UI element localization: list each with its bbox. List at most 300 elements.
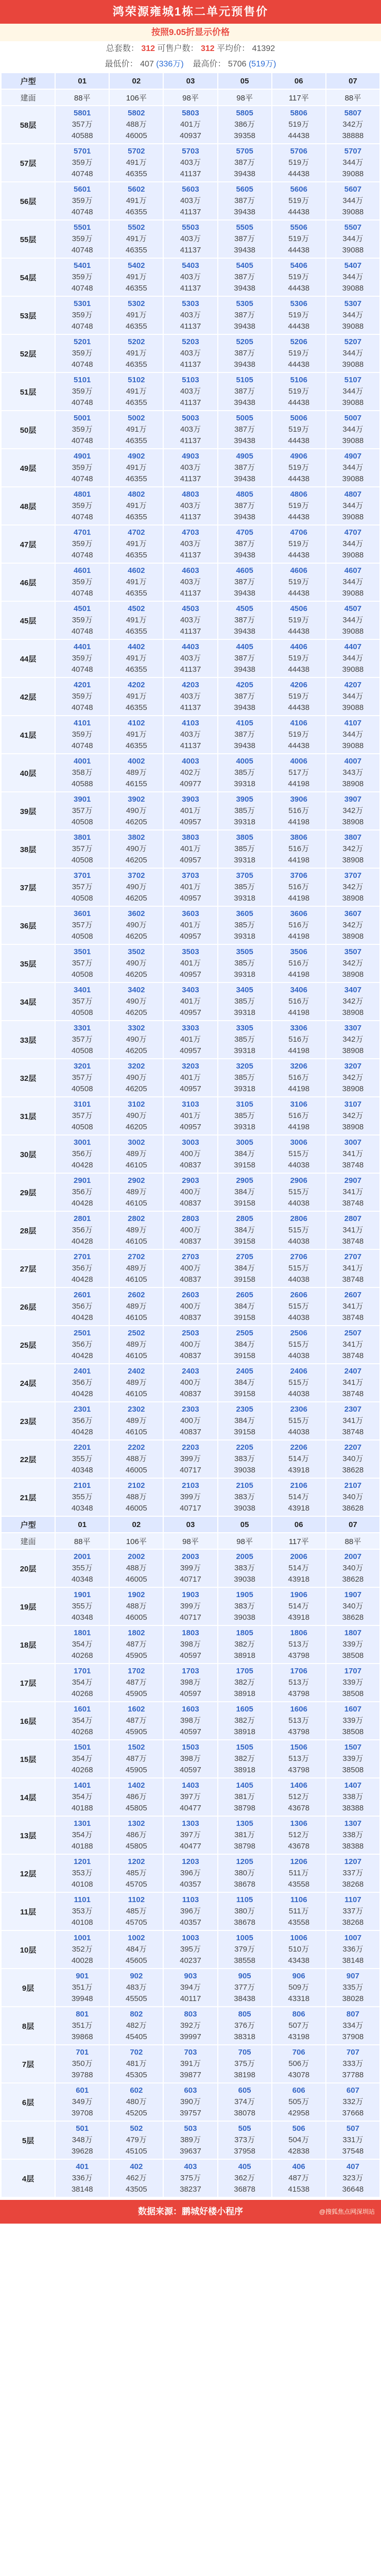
unit-cell[interactable] [110, 564, 163, 601]
unit-cell[interactable] [272, 1817, 325, 1854]
unit-cell[interactable] [110, 754, 163, 791]
unit-cell[interactable] [272, 259, 325, 296]
unit-cell[interactable] [56, 297, 109, 334]
unit-cell[interactable] [272, 106, 325, 143]
unit-cell[interactable] [272, 602, 325, 639]
unit-cell[interactable] [272, 182, 325, 219]
unit-cell[interactable] [326, 1893, 379, 1930]
unit-cell[interactable] [56, 1288, 109, 1325]
unit-cell[interactable] [326, 831, 379, 868]
unit-cell[interactable] [218, 335, 271, 372]
unit-cell[interactable] [326, 106, 379, 143]
unit-cell[interactable] [326, 678, 379, 715]
unit-cell[interactable] [56, 106, 109, 143]
unit-cell[interactable] [326, 1136, 379, 1173]
unit-cell[interactable] [56, 983, 109, 1020]
unit-cell[interactable] [218, 1021, 271, 1058]
unit-cell[interactable] [164, 2045, 217, 2082]
unit-cell[interactable] [110, 1550, 163, 1587]
unit-cell[interactable] [272, 526, 325, 563]
unit-cell[interactable] [56, 602, 109, 639]
unit-cell[interactable] [326, 602, 379, 639]
unit-cell[interactable] [326, 1664, 379, 1701]
unit-cell[interactable] [272, 144, 325, 181]
unit-cell[interactable] [326, 907, 379, 944]
unit-cell[interactable] [110, 907, 163, 944]
unit-cell[interactable] [272, 1212, 325, 1249]
unit-cell[interactable] [56, 869, 109, 906]
unit-cell[interactable] [164, 144, 217, 181]
unit-cell[interactable] [272, 792, 325, 829]
unit-cell[interactable] [56, 831, 109, 868]
unit-cell[interactable] [326, 297, 379, 334]
unit-cell[interactable] [110, 1021, 163, 1058]
unit-cell[interactable] [56, 449, 109, 486]
unit-cell[interactable] [110, 792, 163, 829]
unit-cell[interactable] [218, 487, 271, 524]
unit-cell[interactable] [110, 221, 163, 258]
unit-cell[interactable] [56, 182, 109, 219]
unit-cell[interactable] [56, 2007, 109, 2044]
unit-cell[interactable] [164, 411, 217, 448]
unit-cell[interactable] [272, 1059, 325, 1096]
unit-cell[interactable] [110, 1288, 163, 1325]
unit-cell[interactable] [326, 1778, 379, 1816]
unit-cell[interactable] [272, 1136, 325, 1173]
unit-cell[interactable] [218, 1817, 271, 1854]
unit-cell[interactable] [56, 1021, 109, 1058]
unit-cell[interactable] [218, 106, 271, 143]
unit-cell[interactable] [164, 1212, 217, 1249]
unit-cell[interactable] [326, 716, 379, 753]
unit-cell[interactable] [218, 1174, 271, 1211]
unit-cell[interactable] [218, 2160, 271, 2197]
unit-cell[interactable] [326, 1402, 379, 1439]
unit-cell[interactable] [56, 1778, 109, 1816]
unit-cell[interactable] [326, 869, 379, 906]
unit-cell[interactable] [218, 1402, 271, 1439]
unit-cell[interactable] [110, 373, 163, 410]
unit-cell[interactable] [272, 564, 325, 601]
unit-cell[interactable] [56, 2122, 109, 2159]
unit-cell[interactable] [164, 526, 217, 563]
unit-cell[interactable] [110, 1097, 163, 1134]
unit-cell[interactable] [326, 1021, 379, 1058]
unit-cell[interactable] [326, 526, 379, 563]
unit-cell[interactable] [218, 259, 271, 296]
unit-cell[interactable] [272, 1250, 325, 1287]
unit-cell[interactable] [272, 373, 325, 410]
unit-cell[interactable] [164, 1855, 217, 1892]
unit-cell[interactable] [56, 1326, 109, 1363]
unit-cell[interactable] [272, 1479, 325, 1516]
unit-cell[interactable] [326, 449, 379, 486]
unit-cell[interactable] [272, 1326, 325, 1363]
unit-cell[interactable] [272, 907, 325, 944]
unit-cell[interactable] [272, 678, 325, 715]
unit-cell[interactable] [218, 182, 271, 219]
unit-cell[interactable] [56, 640, 109, 677]
unit-cell[interactable] [164, 2122, 217, 2159]
unit-cell[interactable] [272, 297, 325, 334]
unit-cell[interactable] [110, 1817, 163, 1854]
unit-cell[interactable] [218, 1550, 271, 1587]
unit-cell[interactable] [56, 487, 109, 524]
unit-cell[interactable] [56, 221, 109, 258]
unit-cell[interactable] [56, 1817, 109, 1854]
unit-cell[interactable] [164, 1740, 217, 1777]
unit-cell[interactable] [164, 1136, 217, 1173]
unit-cell[interactable] [272, 221, 325, 258]
unit-cell[interactable] [326, 1326, 379, 1363]
unit-cell[interactable] [110, 1664, 163, 1701]
unit-cell[interactable] [218, 1326, 271, 1363]
unit-cell[interactable] [272, 983, 325, 1020]
unit-cell[interactable] [56, 411, 109, 448]
unit-cell[interactable] [272, 487, 325, 524]
unit-cell[interactable] [218, 411, 271, 448]
unit-cell[interactable] [326, 411, 379, 448]
unit-cell[interactable] [56, 335, 109, 372]
unit-cell[interactable] [164, 907, 217, 944]
unit-cell[interactable] [164, 2083, 217, 2121]
unit-cell[interactable] [164, 1059, 217, 1096]
unit-cell[interactable] [164, 259, 217, 296]
unit-cell[interactable] [56, 1664, 109, 1701]
unit-cell[interactable] [218, 1855, 271, 1892]
unit-cell[interactable] [56, 1250, 109, 1287]
unit-cell[interactable] [110, 297, 163, 334]
unit-cell[interactable] [326, 182, 379, 219]
unit-cell[interactable] [164, 373, 217, 410]
unit-cell[interactable] [326, 1288, 379, 1325]
unit-cell[interactable] [326, 1550, 379, 1587]
unit-cell[interactable] [110, 1136, 163, 1173]
unit-cell[interactable] [164, 182, 217, 219]
unit-cell[interactable] [110, 678, 163, 715]
unit-cell[interactable] [56, 2160, 109, 2197]
unit-cell[interactable] [326, 335, 379, 372]
unit-cell[interactable] [56, 945, 109, 982]
unit-cell[interactable] [110, 1626, 163, 1663]
unit-cell[interactable] [218, 1097, 271, 1134]
unit-cell[interactable] [218, 869, 271, 906]
unit-cell[interactable] [218, 1626, 271, 1663]
unit-cell[interactable] [164, 1288, 217, 1325]
unit-cell[interactable] [218, 945, 271, 982]
unit-cell[interactable] [56, 1059, 109, 1096]
unit-cell[interactable] [164, 1664, 217, 1701]
unit-cell[interactable] [164, 678, 217, 715]
unit-cell[interactable] [56, 1479, 109, 1516]
unit-cell[interactable] [110, 144, 163, 181]
unit-cell[interactable] [164, 2160, 217, 2197]
unit-cell[interactable] [218, 564, 271, 601]
unit-cell[interactable] [164, 754, 217, 791]
unit-cell[interactable] [164, 1550, 217, 1587]
unit-cell[interactable] [218, 526, 271, 563]
unit-cell[interactable] [326, 1969, 379, 2006]
unit-cell[interactable] [164, 1440, 217, 1478]
unit-cell[interactable] [272, 449, 325, 486]
unit-cell[interactable] [272, 1097, 325, 1134]
unit-cell[interactable] [272, 1402, 325, 1439]
unit-cell[interactable] [164, 1626, 217, 1663]
unit-cell[interactable] [56, 1740, 109, 1777]
unit-cell[interactable] [56, 564, 109, 601]
unit-cell[interactable] [218, 449, 271, 486]
unit-cell[interactable] [218, 2045, 271, 2082]
unit-cell[interactable] [218, 716, 271, 753]
unit-cell[interactable] [164, 106, 217, 143]
unit-cell[interactable] [272, 831, 325, 868]
unit-cell[interactable] [110, 449, 163, 486]
unit-cell[interactable] [218, 144, 271, 181]
unit-cell[interactable] [218, 1212, 271, 1249]
unit-cell[interactable] [218, 373, 271, 410]
unit-cell[interactable] [164, 1174, 217, 1211]
unit-cell[interactable] [218, 1893, 271, 1930]
unit-cell[interactable] [218, 907, 271, 944]
unit-cell[interactable] [272, 1969, 325, 2006]
unit-cell[interactable] [110, 1778, 163, 1816]
unit-cell[interactable] [218, 1136, 271, 1173]
unit-cell[interactable] [326, 754, 379, 791]
unit-cell[interactable] [110, 487, 163, 524]
unit-cell[interactable] [110, 945, 163, 982]
unit-cell[interactable] [272, 1778, 325, 1816]
unit-cell[interactable] [110, 983, 163, 1020]
unit-cell[interactable] [164, 602, 217, 639]
unit-cell[interactable] [272, 1588, 325, 1625]
unit-cell[interactable] [218, 1250, 271, 1287]
unit-cell[interactable] [164, 1817, 217, 1854]
unit-cell[interactable] [164, 487, 217, 524]
unit-cell[interactable] [218, 1440, 271, 1478]
unit-cell[interactable] [218, 1588, 271, 1625]
unit-cell[interactable] [272, 640, 325, 677]
unit-cell[interactable] [56, 1440, 109, 1478]
unit-cell[interactable] [272, 1931, 325, 1968]
unit-cell[interactable] [272, 1664, 325, 1701]
unit-cell[interactable] [218, 1702, 271, 1739]
unit-cell[interactable] [218, 640, 271, 677]
unit-cell[interactable] [56, 259, 109, 296]
unit-cell[interactable] [56, 1855, 109, 1892]
unit-cell[interactable] [164, 221, 217, 258]
unit-cell[interactable] [326, 2122, 379, 2159]
unit-cell[interactable] [164, 1893, 217, 1930]
unit-cell[interactable] [56, 754, 109, 791]
unit-cell[interactable] [326, 1479, 379, 1516]
unit-cell[interactable] [164, 945, 217, 982]
unit-cell[interactable] [218, 678, 271, 715]
unit-cell[interactable] [164, 1702, 217, 1739]
unit-cell[interactable] [326, 1174, 379, 1211]
unit-cell[interactable] [164, 640, 217, 677]
unit-cell[interactable] [56, 1174, 109, 1211]
unit-cell[interactable] [272, 1288, 325, 1325]
unit-cell[interactable] [326, 1097, 379, 1134]
unit-cell[interactable] [326, 983, 379, 1020]
unit-cell[interactable] [56, 526, 109, 563]
unit-cell[interactable] [218, 2007, 271, 2044]
unit-cell[interactable] [56, 1931, 109, 1968]
unit-cell[interactable] [56, 1364, 109, 1401]
unit-cell[interactable] [326, 2007, 379, 2044]
unit-cell[interactable] [326, 792, 379, 829]
unit-cell[interactable] [110, 716, 163, 753]
unit-cell[interactable] [56, 792, 109, 829]
unit-cell[interactable] [110, 602, 163, 639]
unit-cell[interactable] [326, 1817, 379, 1854]
unit-cell[interactable] [272, 754, 325, 791]
unit-cell[interactable] [110, 1402, 163, 1439]
unit-cell[interactable] [272, 1440, 325, 1478]
unit-cell[interactable] [56, 2045, 109, 2082]
unit-cell[interactable] [164, 1364, 217, 1401]
unit-cell[interactable] [326, 1855, 379, 1892]
unit-cell[interactable] [164, 792, 217, 829]
unit-cell[interactable] [110, 411, 163, 448]
unit-cell[interactable] [218, 1364, 271, 1401]
unit-cell[interactable] [110, 106, 163, 143]
unit-cell[interactable] [110, 1440, 163, 1478]
unit-cell[interactable] [326, 1212, 379, 1249]
unit-cell[interactable] [56, 1702, 109, 1739]
unit-cell[interactable] [110, 1588, 163, 1625]
unit-cell[interactable] [56, 2083, 109, 2121]
unit-cell[interactable] [326, 564, 379, 601]
unit-cell[interactable] [164, 297, 217, 334]
unit-cell[interactable] [218, 983, 271, 1020]
unit-cell[interactable] [326, 373, 379, 410]
unit-cell[interactable] [272, 1021, 325, 1058]
unit-cell[interactable] [218, 297, 271, 334]
unit-cell[interactable] [56, 907, 109, 944]
unit-cell[interactable] [326, 1250, 379, 1287]
unit-cell[interactable] [110, 1059, 163, 1096]
unit-cell[interactable] [272, 1702, 325, 1739]
unit-cell[interactable] [272, 411, 325, 448]
unit-cell[interactable] [164, 1969, 217, 2006]
unit-cell[interactable] [218, 1778, 271, 1816]
unit-cell[interactable] [326, 259, 379, 296]
unit-cell[interactable] [326, 1931, 379, 1968]
unit-cell[interactable] [164, 1097, 217, 1134]
unit-cell[interactable] [164, 1588, 217, 1625]
unit-cell[interactable] [272, 1855, 325, 1892]
unit-cell[interactable] [56, 1212, 109, 1249]
unit-cell[interactable] [326, 1626, 379, 1663]
unit-cell[interactable] [110, 526, 163, 563]
unit-cell[interactable] [56, 678, 109, 715]
unit-cell[interactable] [56, 373, 109, 410]
unit-cell[interactable] [110, 1893, 163, 1930]
unit-cell[interactable] [110, 2007, 163, 2044]
unit-cell[interactable] [218, 1479, 271, 1516]
unit-cell[interactable] [326, 1588, 379, 1625]
unit-cell[interactable] [326, 640, 379, 677]
unit-cell[interactable] [164, 1021, 217, 1058]
unit-cell[interactable] [164, 564, 217, 601]
unit-cell[interactable] [272, 869, 325, 906]
unit-cell[interactable] [272, 2045, 325, 2082]
unit-cell[interactable] [218, 1969, 271, 2006]
unit-cell[interactable] [272, 945, 325, 982]
unit-cell[interactable] [218, 1059, 271, 1096]
unit-cell[interactable] [110, 1740, 163, 1777]
unit-cell[interactable] [56, 1402, 109, 1439]
unit-cell[interactable] [272, 1174, 325, 1211]
unit-cell[interactable] [272, 2083, 325, 2121]
unit-cell[interactable] [326, 2083, 379, 2121]
unit-cell[interactable] [164, 1931, 217, 1968]
unit-cell[interactable] [110, 831, 163, 868]
unit-cell[interactable] [218, 602, 271, 639]
unit-cell[interactable] [218, 831, 271, 868]
unit-cell[interactable] [326, 1740, 379, 1777]
unit-cell[interactable] [326, 1702, 379, 1739]
unit-cell[interactable] [164, 716, 217, 753]
unit-cell[interactable] [164, 831, 217, 868]
unit-cell[interactable] [326, 144, 379, 181]
unit-cell[interactable] [218, 1931, 271, 1968]
unit-cell[interactable] [326, 945, 379, 982]
unit-cell[interactable] [110, 1479, 163, 1516]
unit-cell[interactable] [218, 221, 271, 258]
unit-cell[interactable] [272, 1893, 325, 1930]
unit-cell[interactable] [110, 869, 163, 906]
unit-cell[interactable] [110, 1174, 163, 1211]
unit-cell[interactable] [164, 449, 217, 486]
unit-cell[interactable] [164, 869, 217, 906]
unit-cell[interactable] [110, 640, 163, 677]
unit-cell[interactable] [110, 2045, 163, 2082]
unit-cell[interactable] [272, 2007, 325, 2044]
unit-cell[interactable] [110, 2083, 163, 2121]
unit-cell[interactable] [164, 2007, 217, 2044]
unit-cell[interactable] [56, 1588, 109, 1625]
unit-cell[interactable] [164, 1778, 217, 1816]
unit-cell[interactable] [56, 1893, 109, 1930]
unit-cell[interactable] [56, 1550, 109, 1587]
unit-cell[interactable] [110, 2122, 163, 2159]
unit-cell[interactable] [164, 1326, 217, 1363]
unit-cell[interactable] [110, 1931, 163, 1968]
unit-cell[interactable] [56, 1626, 109, 1663]
unit-cell[interactable] [56, 1097, 109, 1134]
unit-cell[interactable] [110, 1212, 163, 1249]
unit-cell[interactable] [272, 1364, 325, 1401]
unit-cell[interactable] [326, 487, 379, 524]
unit-cell[interactable] [326, 2160, 379, 2197]
unit-cell[interactable] [164, 1402, 217, 1439]
unit-cell[interactable] [326, 2045, 379, 2082]
unit-cell[interactable] [218, 2083, 271, 2121]
unit-cell[interactable] [164, 1250, 217, 1287]
unit-cell[interactable] [272, 716, 325, 753]
unit-cell[interactable] [110, 335, 163, 372]
unit-cell[interactable] [56, 716, 109, 753]
unit-cell[interactable] [218, 1740, 271, 1777]
unit-cell[interactable] [272, 1550, 325, 1587]
unit-cell[interactable] [272, 335, 325, 372]
unit-cell[interactable] [164, 335, 217, 372]
unit-cell[interactable] [110, 1364, 163, 1401]
unit-cell[interactable] [326, 1364, 379, 1401]
unit-cell[interactable] [110, 1326, 163, 1363]
